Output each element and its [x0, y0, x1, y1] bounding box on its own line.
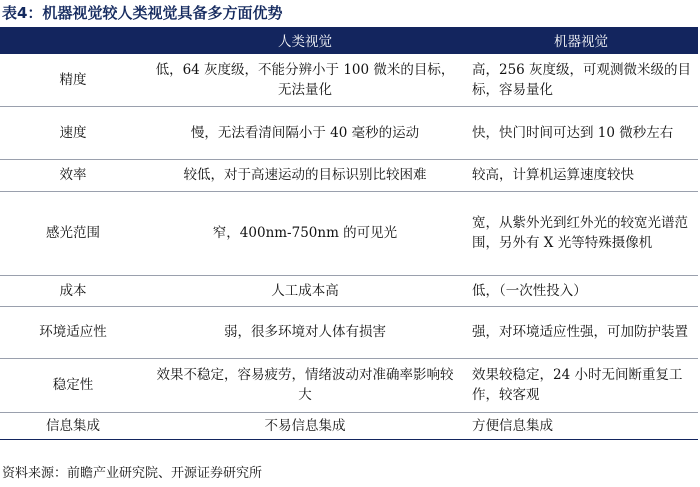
machine-cell: 效果较稳定，24 小时无间断重复工作，较客观: [464, 358, 698, 412]
human-cell: 低，64 灰度级，不能分辨小于 100 微米的目标，无法量化: [146, 53, 464, 106]
table-row: [0, 159, 698, 191]
machine-cell: 宽，从紫外光到红外光的较宽光谱范围，另外有 X 光等特殊摄像机: [464, 191, 698, 275]
table-row: [0, 275, 698, 306]
row-attribute: 精度: [0, 53, 146, 106]
row-attribute: 信息集成: [0, 412, 146, 439]
row-attribute: 环境适应性: [0, 306, 146, 358]
table-row: [0, 412, 698, 439]
human-cell: 窄，400nm-750nm 的可见光: [146, 191, 464, 275]
human-cell: 慢，无法看清间隔小于 40 毫秒的运动: [146, 106, 464, 159]
row-attribute: 效率: [0, 159, 146, 191]
human-cell: 不易信息集成: [146, 412, 464, 439]
table-row: [0, 106, 698, 159]
table-title: 表4：机器视觉较人类视觉具备多方面优势: [2, 4, 283, 22]
machine-cell: 高，256 灰度级，可观测微米级的目标，容易量化: [464, 53, 698, 106]
table-row: [0, 306, 698, 358]
row-attribute: 速度: [0, 106, 146, 159]
table-row: [0, 191, 698, 275]
source-note: 资料来源：前瞻产业研究院、开源证券研究所: [2, 466, 263, 481]
header-machine-vision: 机器视觉: [464, 27, 698, 53]
machine-cell: 低，（一次性投入）: [464, 275, 698, 306]
table-row: [0, 358, 698, 412]
human-cell: 弱，很多环境对人体有损害: [146, 306, 464, 358]
machine-cell: 强，对环境适应性强，可加防护装置: [464, 306, 698, 358]
header-attribute: [0, 27, 146, 53]
human-cell: 较低，对于高速运动的目标识别比较困难: [146, 159, 464, 191]
human-cell: 人工成本高: [146, 275, 464, 306]
header-human-vision: 人类视觉: [146, 27, 464, 53]
table-row: [0, 53, 698, 106]
row-attribute: 稳定性: [0, 358, 146, 412]
comparison-table: [0, 27, 698, 440]
machine-cell: 快，快门时间可达到 10 微秒左右: [464, 106, 698, 159]
row-attribute: 成本: [0, 275, 146, 306]
table-header-row: [0, 27, 698, 53]
human-cell: 效果不稳定，容易疲劳，情绪波动对准确率影响较大: [146, 358, 464, 412]
machine-cell: 方便信息集成: [464, 412, 698, 439]
machine-cell: 较高，计算机运算速度较快: [464, 159, 698, 191]
row-attribute: 感光范围: [0, 191, 146, 275]
